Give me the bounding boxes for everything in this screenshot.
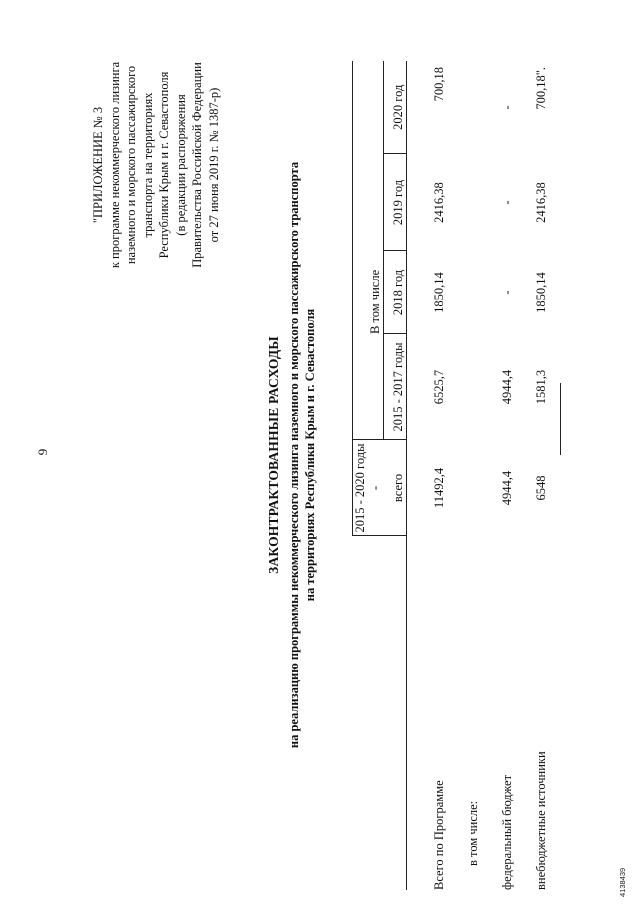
header-total-line1: 2015 - 2020 годы - [353, 440, 384, 536]
document-subtitle [286, 125, 318, 785]
cell-2019 [447, 154, 481, 251]
cell-total: 11492,4 [431, 467, 446, 509]
cell-2018: 1850,14 [431, 272, 446, 313]
header-spacer [353, 334, 384, 440]
cell-2015-2017: 6525,7 [431, 369, 446, 405]
cell-2020: - [499, 105, 514, 110]
appendix-line: Правительства Российской Федерации [190, 62, 204, 268]
expenses-table [352, 61, 549, 890]
footer-code: 4138439 [618, 867, 627, 897]
cell-2019: 2416,38 [431, 182, 446, 223]
cell-2020 [447, 61, 481, 154]
subtitle-line: на территориях Республики Крым и г. Севастополя [303, 308, 317, 602]
header-including: В том числе [353, 61, 384, 334]
subtitle-line: на реализацию программы некоммерческого лизинга наземного и морского пассажирского транспорта [287, 161, 301, 749]
cell-2018 [447, 251, 481, 334]
appendix-line: наземного и морского пассажирского [124, 65, 138, 265]
cell-2019: 2416,38 [533, 182, 548, 223]
appendix-line: транспорта на территориях [140, 92, 155, 238]
header-total-line2: всего [383, 440, 406, 536]
cell-2020: 700,18". [533, 67, 548, 110]
header-2018: 2018 год [383, 251, 406, 334]
header-label-cell [353, 536, 407, 890]
cell-total: 6548 [533, 475, 548, 501]
appendix-line: "ПРИЛОЖЕНИЕ № 3 [91, 106, 105, 224]
cell-2015-2017 [447, 334, 481, 440]
cell-2015-2017: 4944,4 [499, 369, 514, 405]
header-2020: 2020 год [383, 61, 406, 154]
row-label: Всего по Программе [431, 780, 446, 890]
cell-2020: 700,18 [431, 67, 446, 102]
appendix-line: (в редакции распоряжения [173, 94, 188, 236]
cell-2018: - [499, 290, 514, 295]
table-row [406, 61, 447, 890]
table-row [447, 61, 481, 890]
table-row [481, 61, 515, 890]
appendix-line: от 27 июня 2019 г. № 1387-р) [206, 87, 221, 243]
document-title: ЗАКОНТРАКТОВАННЫЕ РАСХОДЫ [266, 336, 281, 574]
cell-total [447, 440, 481, 536]
row-label: федеральный бюджет [499, 774, 514, 890]
row-label: внебюджетные источники [533, 751, 548, 890]
cell-2019: - [499, 200, 514, 205]
table-header-row [353, 61, 384, 890]
closing-rule [560, 383, 561, 455]
header-2019: 2019 год [383, 154, 406, 251]
appendix-line: к программе некоммерческого лизинга [107, 61, 122, 269]
header-2015-2017: 2015 - 2017 годы [383, 334, 406, 440]
page-number: 9 [35, 448, 50, 456]
row-label: в том числе: [465, 800, 480, 866]
table-row [515, 61, 549, 890]
cell-total: 4944,4 [499, 470, 514, 506]
appendix-block [90, 5, 222, 325]
cell-2015-2017: 1581,3 [533, 369, 548, 405]
appendix-line: Республики Крым и г. Севастополя [157, 71, 171, 259]
cell-2018: 1850,14 [533, 272, 548, 313]
